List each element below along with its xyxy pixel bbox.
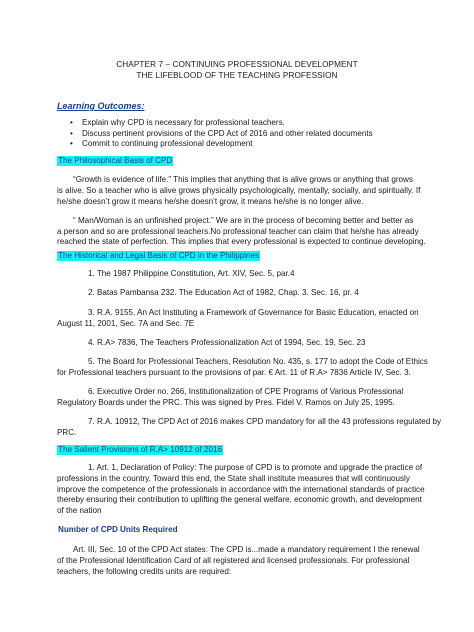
list-item: • Explain why CPD is necessary for professional teachers. xyxy=(70,118,373,129)
list-item: PRC. xyxy=(57,428,77,437)
section-heading-units: Number of CPD Units Required xyxy=(58,525,178,534)
paragraph-line: Art. III, Sec. 10 of the CPD Act states: The CPD is...made a mandatory requirement I the renewal xyxy=(73,545,420,554)
learning-outcomes-heading: Learning Outcomes: xyxy=(57,101,145,111)
list-item: 5. The Board for Professional Teachers, Resolution No. 435, s. 177 to adopt the Code of Ethics xyxy=(88,357,428,366)
paragraph-line: of the nation xyxy=(57,506,102,515)
list-item: 6. Executive Order no. 266, Institutionalization of CPE Programs of Various Professional xyxy=(88,387,404,396)
chapter-title: CHAPTER 7 – CONTINUING PROFESSIONAL DEVELOPMENT xyxy=(116,60,358,69)
list-item: 3. R.A. 9155, An Act Instituting a Framework of Governance for Basic Education, enacted on xyxy=(88,308,419,317)
paragraph-line: 1. Art. 1, Declaration of Policy: The purpose of CPD is to promote and upgrade the practice of xyxy=(88,463,423,472)
list-item: 4. R.A> 7836, The Teachers Professionalization Act of 1994, Sec. 19, Sec. 23 xyxy=(88,338,366,347)
paragraph-line: improve the competence of the professionals in accordance with the international standards of practice xyxy=(57,485,425,494)
chapter-subtitle: THE LIFEBLOOD OF THE TEACHING PROFESSION xyxy=(136,71,338,80)
paragraph-line: is alive. So a teacher who is alive grows physically psychologically, mentally, socially, and spiritually. If xyxy=(57,186,421,195)
paragraph-line: “Growth is evidence of life.” This implies that anything that is alive grows or anything that grows xyxy=(73,175,413,184)
learning-outcomes-list xyxy=(70,118,373,150)
list-item: for Professional teachers pursuant to the provisions of par. € Art. 11 of R.A> 7836 Article IV, Sec. 3. xyxy=(57,368,411,377)
paragraph-line: teachers, the following credits units are required: xyxy=(57,567,232,576)
list-item: • Discuss pertinent provisions of the CPD Act of 2016 and other related documents xyxy=(70,129,373,140)
list-item: 7. R.A. 10912, The CPD Act of 2016 makes CPD mandatory for all the 43 professions regulated by xyxy=(88,417,442,426)
paragraph-line: “ Man/Woman is an unfinished project.” We are in the process of becoming better and better as xyxy=(73,216,414,225)
list-item: August 11, 2001, Sec. 7A and Sec. 7E xyxy=(57,319,195,328)
section-heading-philosophical: The Philosophical Basis of CPD xyxy=(58,156,173,165)
paragraph-line: thereby ensuring their contribution to uplifting the general welfare, economic growth, and development xyxy=(57,495,422,504)
list-item: Regulatory Boards under the PRC. This was signed by Pres. Fidel V. Ramos on July 25, 1995. xyxy=(57,398,395,407)
paragraph-line: a person and so are professional teachers.No professional teacher can claim that he/she has already xyxy=(57,227,419,236)
list-item: 1. The 1987 Philippine Constitution, Art. XIV, Sec. 5, par.4 xyxy=(88,269,295,278)
section-heading-salient: The Salient Provisions of R.A> 10912 of 2016 xyxy=(58,445,223,454)
paragraph-line: professions in the country. Toward this end, the State shall institute measures that will continuously xyxy=(57,474,410,483)
paragraph-line: of the Professional Identification Card of all registered and licensed professionals. For professional xyxy=(57,556,410,565)
paragraph-line: reached the state of perfection. This implies that every professional is expected to continue developing. xyxy=(57,237,426,246)
section-heading-legal: The Historical and Legal Basis of CPD in the Philippines xyxy=(58,251,260,260)
list-item: 2. Batas Pambansa 232. The Education Act of 1982, Chap. 3. Sec. 16, pr. 4 xyxy=(88,288,359,297)
paragraph-line: he/she doesn’t grow it means he/she doesn’t grow, it means he/she is no longer alive. xyxy=(57,197,364,206)
list-item: • Commit to continuing professional development xyxy=(70,139,373,150)
